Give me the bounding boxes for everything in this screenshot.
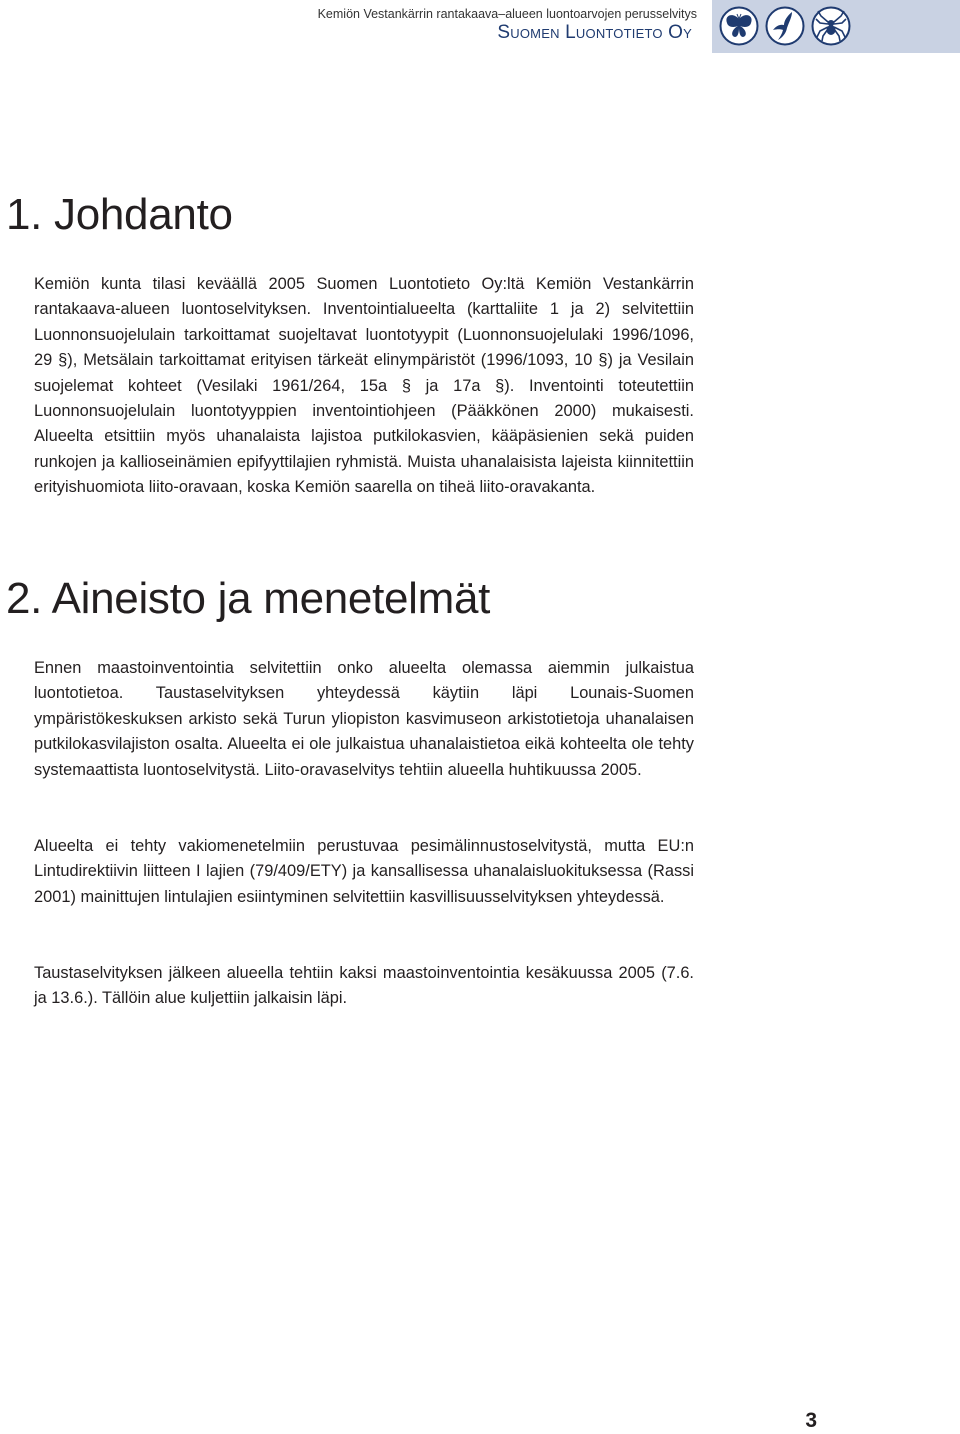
section-heading-aineisto: 2. Aineisto ja menetelmät: [6, 574, 491, 623]
swift-bird-icon: [765, 6, 805, 46]
paragraph-johdanto: Kemiön kunta tilasi keväällä 2005 Suomen Luontotieto Oy:ltä Kemiön Vestankärrin rantakaava-alueen luontoselvityksen. Inventointialueelta (karttaliite 1 ja 2) selvitettiin Luonnonsuojelulain tarkoittamat suojeltavat luontotyypit (Luonnonsuojelulaki 1996/1096, 29 §), Metsälain tarkoittamat erityisen tärkeät elinympäristöt (1996/1093, 10 §) ja Vesilain suojelemat kohteet (Vesilaki 1961/264, 15a § ja 17a §). Inventointi toteutettiin Luonnonsuojelulain luontotyyppien inventointiohjeen (Pääkkönen 2000) mukaisesti. Alueelta etsittiin myös uhanalaista lajistoa putkilokasvien, kääpäsienien sekä puiden runkojen ja kallioseinämien epifyyttilajien ryhmistä. Muista uhanalaisista lajeista kiinnitettiin erityishuomiota liito-oravaan, koska Kemiön saarella on tiheä liito-oravakanta.: [34, 275, 694, 497]
paragraph-aineisto-2: Alueelta ei tehty vakiomenetelmiin perustuvaa pesimälinnustoselvitystä, mutta EU:n Lintudirektiivin liitteen I lajien (79/409/ETY) ja kansallisessa uhanalaisluokituksessa (Rassi 2001) mainittujen lintulajien esiintyminen selvitettiin kasvillisuusselvityksen yhteydessä.: [34, 837, 694, 906]
spider-icon: [811, 6, 851, 46]
butterfly-icon: [719, 6, 759, 46]
company-logo: [712, 0, 960, 53]
paragraph-aineisto-1: Ennen maastoinventointia selvitettiin onko alueelta olemassa aiemmin julkaistua luontotietoa. Taustaselvityksen yhteydessä käytiin läpi Lounais-Suomen ympäristökeskuksen arkisto sekä Turun yliopiston kasvimuseon arkistotietoja uhanalaisen putkilokasvilajiston osalta. Alueelta ei ole julkaistua uhanalaistietoa eikä kohteelta ole tehty systemaattista luontoselvitystä. Liito-oravaselvitys tehtiin alueella huhtikuussa 2005.: [34, 659, 694, 779]
document-title: Kemiön Vestankärrin rantakaava–alueen luontoarvojen perusselvitys: [317, 7, 697, 21]
page-number: 3: [805, 1409, 817, 1432]
company-name: Suomen Luontotieto Oy: [497, 22, 692, 43]
paragraph-aineisto-3: Taustaselvityksen jälkeen alueella tehtiin kaksi maastoinventointia kesäkuussa 2005 (7.6. ja 13.6.). Tällöin alue kuljettiin jalkaisin läpi.: [34, 964, 694, 1008]
section-heading-johdanto: 1. Johdanto: [6, 190, 233, 239]
